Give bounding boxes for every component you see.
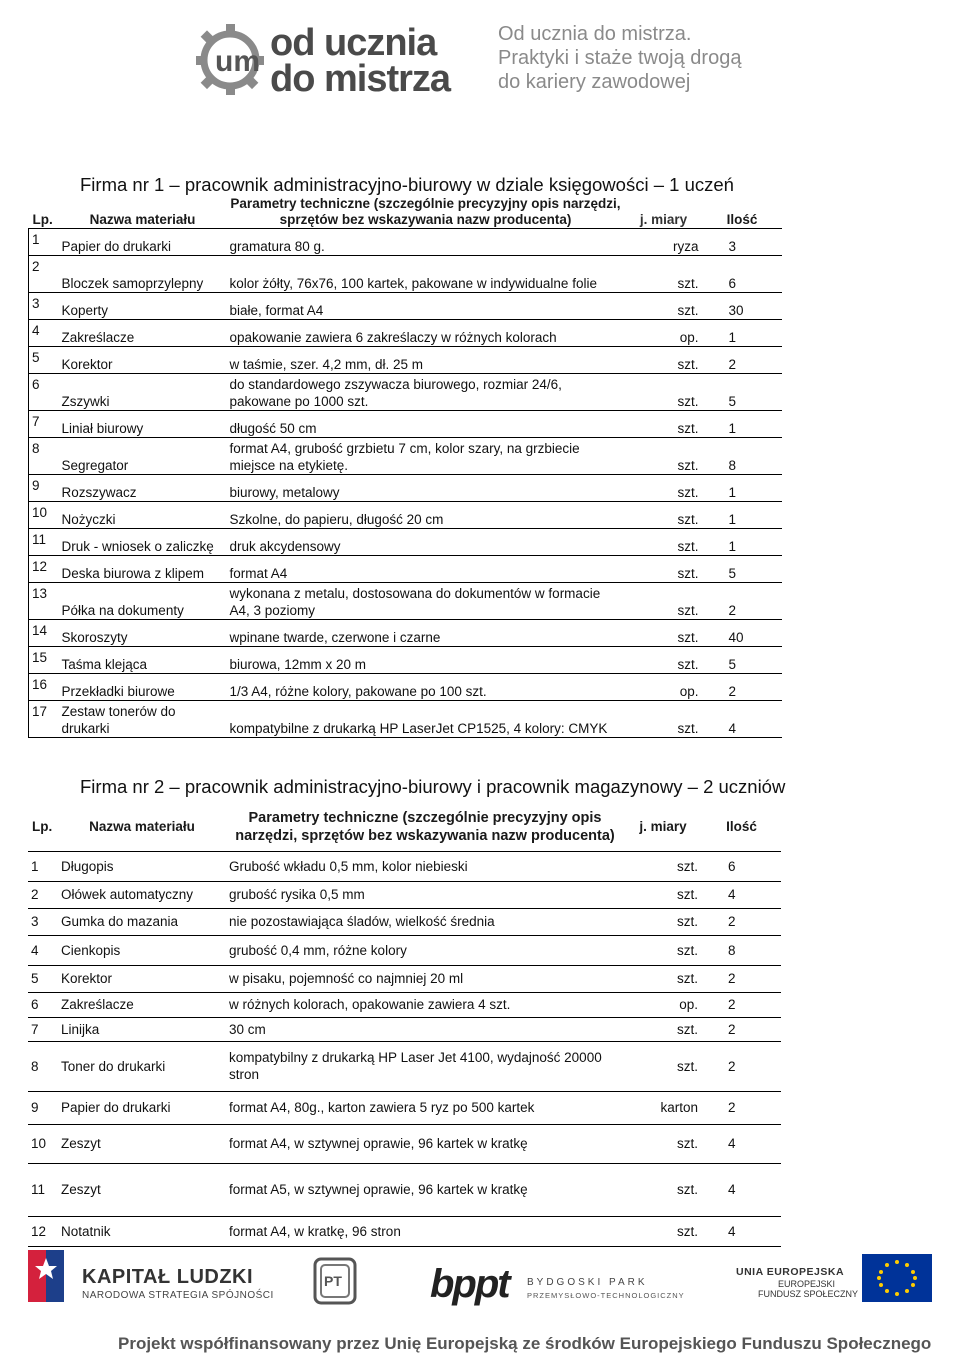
row-name: Gumka do mazania — [58, 908, 226, 935]
row-name: Zeszyt — [58, 1124, 226, 1163]
row-name: Linijka — [58, 1017, 226, 1041]
row-qty: 40 — [703, 620, 782, 647]
row-qty: 6 — [702, 851, 781, 881]
col-header-name: Nazwa materiału — [58, 803, 226, 851]
col-header-qty: Ilość — [703, 196, 782, 229]
table-firma-1 — [28, 196, 782, 738]
row-params: nie pozostawiająca śladów, wielkość średnia — [226, 908, 624, 935]
row-unit: szt. — [625, 583, 703, 620]
row-qty: 4 — [702, 1124, 781, 1163]
row-qty: 2 — [703, 674, 782, 701]
row-params: grubość 0,4 mm, różne kolory — [226, 935, 624, 965]
table-row — [29, 320, 782, 347]
row-lp: 1 — [28, 851, 58, 881]
col-header-unit: j. miary — [624, 803, 702, 851]
col-header-lp: Lp. — [28, 803, 58, 851]
row-unit: szt. — [625, 293, 703, 320]
row-name: Przekładki biurowe — [59, 674, 227, 701]
row-unit: szt. — [624, 1017, 702, 1041]
row-qty: 2 — [702, 1017, 781, 1041]
row-qty: 2 — [702, 992, 781, 1017]
row-params: opakowanie zawiera 6 zakreślaczy w różnych kolorach — [227, 320, 625, 347]
row-unit: szt. — [624, 1163, 702, 1216]
kapital-ludzki-title: KAPITAŁ LUDZKI — [82, 1266, 254, 1288]
row-unit: szt. — [624, 935, 702, 965]
row-unit: szt. — [624, 965, 702, 992]
logo-line-1: od ucznia — [270, 22, 437, 64]
col-header-name: Nazwa materiału — [59, 196, 227, 229]
row-name: Papier do drukarki — [59, 229, 227, 256]
row-params: biurowa, 12mm x 20 m — [227, 647, 625, 674]
row-lp: 6 — [29, 374, 59, 411]
row-name: Koperty — [59, 293, 227, 320]
table-row — [28, 851, 781, 881]
bppt-subtitle-2: PRZEMYSŁOWO-TECHNOLOGICZNY — [527, 1291, 685, 1300]
table-row — [28, 1216, 781, 1246]
row-params: format A4, 80g., karton zawiera 5 ryz po 500 kartek — [226, 1091, 624, 1124]
pte-emblem-icon — [312, 1256, 358, 1306]
row-lp: 8 — [28, 1041, 58, 1091]
row-qty: 2 — [702, 965, 781, 992]
row-lp: 1 — [29, 229, 59, 256]
row-params: wpinane twarde, czerwone i czarne — [227, 620, 625, 647]
row-name: Rozszywacz — [59, 475, 227, 502]
row-name: Toner do drukarki — [58, 1041, 226, 1091]
row-params: gramatura 80 g. — [227, 229, 625, 256]
row-params: format A4, grubość grzbietu 7 cm, kolor szary, na grzbiecie miejsce na etykietę. — [227, 438, 625, 475]
row-params: w pisaku, pojemność co najmniej 20 ml — [226, 965, 624, 992]
row-lp: 2 — [28, 881, 58, 908]
table-row — [28, 965, 781, 992]
row-lp: 14 — [29, 620, 59, 647]
logo-line-2: do mistrza — [270, 58, 451, 100]
row-name: Cienkopis — [58, 935, 226, 965]
row-unit: szt. — [624, 908, 702, 935]
row-lp: 3 — [29, 293, 59, 320]
row-name: Skoroszyty — [59, 620, 227, 647]
table-row — [29, 583, 782, 620]
row-params: kompatybilny z drukarką HP Laser Jet 4100, wydajność 20000 stron — [226, 1041, 624, 1091]
row-unit: szt. — [624, 1216, 702, 1246]
row-name: Liniał biurowy — [59, 411, 227, 438]
row-params: format A5, w sztywnej oprawie, 96 kartek w kratkę — [226, 1163, 624, 1216]
row-unit: szt. — [624, 1041, 702, 1091]
eu-title: UNIA EUROPEJSKA — [736, 1266, 845, 1278]
row-lp: 8 — [29, 438, 59, 475]
row-qty: 6 — [703, 256, 782, 293]
row-name: Korektor — [59, 347, 227, 374]
row-unit: szt. — [625, 438, 703, 475]
row-unit: szt. — [624, 881, 702, 908]
row-lp: 9 — [28, 1091, 58, 1124]
row-params: 30 cm — [226, 1017, 624, 1041]
table-row — [29, 620, 782, 647]
table-firma-2 — [28, 803, 781, 1247]
section-2-title: Firma nr 2 – pracownik administracyjno-biurowy i pracownik magazynowy – 2 uczniów — [80, 776, 786, 797]
table-row — [28, 1091, 781, 1124]
table-row — [28, 1124, 781, 1163]
row-lp: 5 — [28, 965, 58, 992]
row-lp: 3 — [28, 908, 58, 935]
row-qty: 4 — [702, 1163, 781, 1216]
col-header-unit: j. miary — [625, 196, 703, 229]
row-lp: 15 — [29, 647, 59, 674]
eu-subtitle-2: FUNDUSZ SPOŁECZNY — [758, 1289, 859, 1299]
table-row — [29, 674, 782, 701]
row-params: druk akcydensowy — [227, 529, 625, 556]
row-lp: 7 — [29, 411, 59, 438]
row-qty: 4 — [702, 1216, 781, 1246]
row-params: w różnych kolorach, opakowanie zawiera 4 szt. — [226, 992, 624, 1017]
row-unit: szt. — [625, 347, 703, 374]
table-row — [29, 411, 782, 438]
row-name: Zakreślacze — [59, 320, 227, 347]
row-qty: 5 — [703, 374, 782, 411]
row-name: Korektor — [58, 965, 226, 992]
row-lp: 10 — [28, 1124, 58, 1163]
row-unit: szt. — [625, 374, 703, 411]
tagline-line-2: Praktyki i staże twoją drogą — [498, 47, 742, 69]
table-row — [28, 1041, 781, 1091]
row-lp: 11 — [28, 1163, 58, 1216]
row-lp: 13 — [29, 583, 59, 620]
row-name: Długopis — [58, 851, 226, 881]
table-row — [28, 1017, 781, 1041]
svg-text:PT: PT — [324, 1273, 342, 1289]
row-unit: szt. — [625, 475, 703, 502]
row-name: Segregator — [59, 438, 227, 475]
row-lp: 12 — [28, 1216, 58, 1246]
table-row — [29, 647, 782, 674]
row-unit: szt. — [625, 620, 703, 647]
table-row — [28, 935, 781, 965]
row-name: Deska biurowa z klipem — [59, 556, 227, 583]
tagline-line-1: Od ucznia do mistrza. — [498, 23, 692, 45]
table-row — [29, 347, 782, 374]
row-qty: 1 — [703, 475, 782, 502]
row-qty: 5 — [703, 647, 782, 674]
row-lp: 9 — [29, 475, 59, 502]
table-row — [29, 475, 782, 502]
row-lp: 4 — [29, 320, 59, 347]
row-lp: 2 — [29, 256, 59, 293]
row-qty: 5 — [703, 556, 782, 583]
row-params: wykonana z metalu, dostosowana do dokumentów w formacie A4, 3 poziomy — [227, 583, 625, 620]
row-name: Nożyczki — [59, 502, 227, 529]
row-lp: 5 — [29, 347, 59, 374]
eu-subtitle-1: EUROPEJSKI — [778, 1279, 836, 1289]
row-unit: szt. — [625, 411, 703, 438]
row-qty: 2 — [702, 908, 781, 935]
row-params: białe, format A4 — [227, 293, 625, 320]
row-name: Notatnik — [58, 1216, 226, 1246]
page-header — [0, 0, 960, 110]
row-params: format A4, w kratkę, 96 stron — [226, 1216, 624, 1246]
row-params: w taśmie, szer. 4,2 mm, dł. 25 m — [227, 347, 625, 374]
table-row — [29, 256, 782, 293]
kapital-ludzki-subtitle: NARODOWA STRATEGIA SPÓJNOŚCI — [82, 1290, 274, 1301]
table-row — [29, 293, 782, 320]
row-qty: 8 — [703, 438, 782, 475]
table-row — [29, 438, 782, 475]
row-name: Ołówek automatyczny — [58, 881, 226, 908]
table-row — [29, 529, 782, 556]
row-unit: szt. — [625, 556, 703, 583]
row-params: format A4, w sztywnej oprawie, 96 kartek w kratkę — [226, 1124, 624, 1163]
row-unit: op. — [624, 992, 702, 1017]
row-params: długość 50 cm — [227, 411, 625, 438]
row-lp: 4 — [28, 935, 58, 965]
row-name: Zszywki — [59, 374, 227, 411]
table-row — [28, 908, 781, 935]
row-qty: 8 — [702, 935, 781, 965]
col-header-qty: Ilość — [702, 803, 781, 851]
eu-flag-icon — [862, 1254, 932, 1312]
table-row — [29, 502, 782, 529]
table-row — [29, 701, 782, 738]
row-lp: 12 — [29, 556, 59, 583]
row-name: Papier do drukarki — [58, 1091, 226, 1124]
row-params: kolor żółty, 76x76, 100 kartek, pakowane w indywidualne folie — [227, 256, 625, 293]
row-qty: 2 — [702, 1041, 781, 1091]
table-row — [28, 992, 781, 1017]
gear-logo-icon — [190, 20, 280, 96]
row-lp: 10 — [29, 502, 59, 529]
row-qty: 4 — [703, 701, 782, 738]
row-unit: szt. — [625, 502, 703, 529]
row-params: kompatybilne z drukarką HP LaserJet CP1525, 4 kolory: CMYK — [227, 701, 625, 738]
logo-text — [270, 22, 451, 100]
row-lp: 16 — [29, 674, 59, 701]
row-qty: 1 — [703, 529, 782, 556]
row-qty: 1 — [703, 502, 782, 529]
row-params: do standardowego zszywacza biurowego, rozmiar 24/6, pakowane po 1000 szt. — [227, 374, 625, 411]
row-unit: op. — [625, 320, 703, 347]
row-params: 1/3 A4, różne kolory, pakowane po 100 szt. — [227, 674, 625, 701]
row-params: grubość rysika 0,5 mm — [226, 881, 624, 908]
row-lp: 17 — [29, 701, 59, 738]
col-header-params: Parametry techniczne (szczególnie precyzyjny opis narzędzi, sprzętów bez wskazywania nazw producenta) — [226, 803, 624, 851]
row-qty: 2 — [703, 583, 782, 620]
tagline — [498, 22, 741, 94]
table-row — [29, 556, 782, 583]
row-unit: ryza — [625, 229, 703, 256]
table-row — [29, 229, 782, 256]
row-params: format A4 — [227, 556, 625, 583]
row-lp: 6 — [28, 992, 58, 1017]
row-lp: 11 — [29, 529, 59, 556]
row-unit: szt. — [625, 529, 703, 556]
row-qty: 3 — [703, 229, 782, 256]
project-funding-line: Projekt współfinansowany przez Unię Europejską ze środków Europejskiego Funduszu Społecznego — [118, 1334, 932, 1353]
tagline-line-3: do kariery zawodowej — [498, 71, 691, 93]
row-unit: op. — [625, 674, 703, 701]
kapital-ludzki-flag-icon — [28, 1250, 64, 1302]
bppt-subtitle-1: BYDGOSKI PARK — [527, 1277, 648, 1288]
row-name: Taśma klejąca — [59, 647, 227, 674]
row-params: biurowy, metalowy — [227, 475, 625, 502]
section-1-title: Firma nr 1 – pracownik administracyjno-biurowy w dziale księgowości – 1 uczeń — [80, 174, 734, 195]
svg-text:um: um — [215, 45, 260, 78]
row-qty: 1 — [703, 411, 782, 438]
col-header-params: Parametry techniczne (szczególnie precyzyjny opis narzędzi, sprzętów bez wskazywania nazw producenta) — [227, 196, 625, 229]
row-name: Półka na dokumenty — [59, 583, 227, 620]
row-unit: szt. — [624, 851, 702, 881]
row-name: Bloczek samoprzylepny — [59, 256, 227, 293]
bppt-logo: bppt — [430, 1262, 509, 1306]
row-qty: 1 — [703, 320, 782, 347]
row-unit: szt. — [625, 256, 703, 293]
row-qty: 30 — [703, 293, 782, 320]
table-row — [29, 374, 782, 411]
row-qty: 2 — [703, 347, 782, 374]
row-unit: szt. — [624, 1124, 702, 1163]
row-unit: szt. — [625, 647, 703, 674]
row-unit: karton — [624, 1091, 702, 1124]
row-name: Druk - wniosek o zaliczkę — [59, 529, 227, 556]
row-params: Szkolne, do papieru, długość 20 cm — [227, 502, 625, 529]
row-params: Grubość wkładu 0,5 mm, kolor niebieski — [226, 851, 624, 881]
row-qty: 4 — [702, 881, 781, 908]
table-row — [28, 881, 781, 908]
row-name: Zeszyt — [58, 1163, 226, 1216]
row-unit: szt. — [625, 701, 703, 738]
col-header-lp: Lp. — [29, 196, 59, 229]
table-row — [28, 1163, 781, 1216]
row-name: Zestaw tonerów do drukarki — [59, 701, 227, 738]
row-lp: 7 — [28, 1017, 58, 1041]
row-name: Zakreślacze — [58, 992, 226, 1017]
row-qty: 2 — [702, 1091, 781, 1124]
